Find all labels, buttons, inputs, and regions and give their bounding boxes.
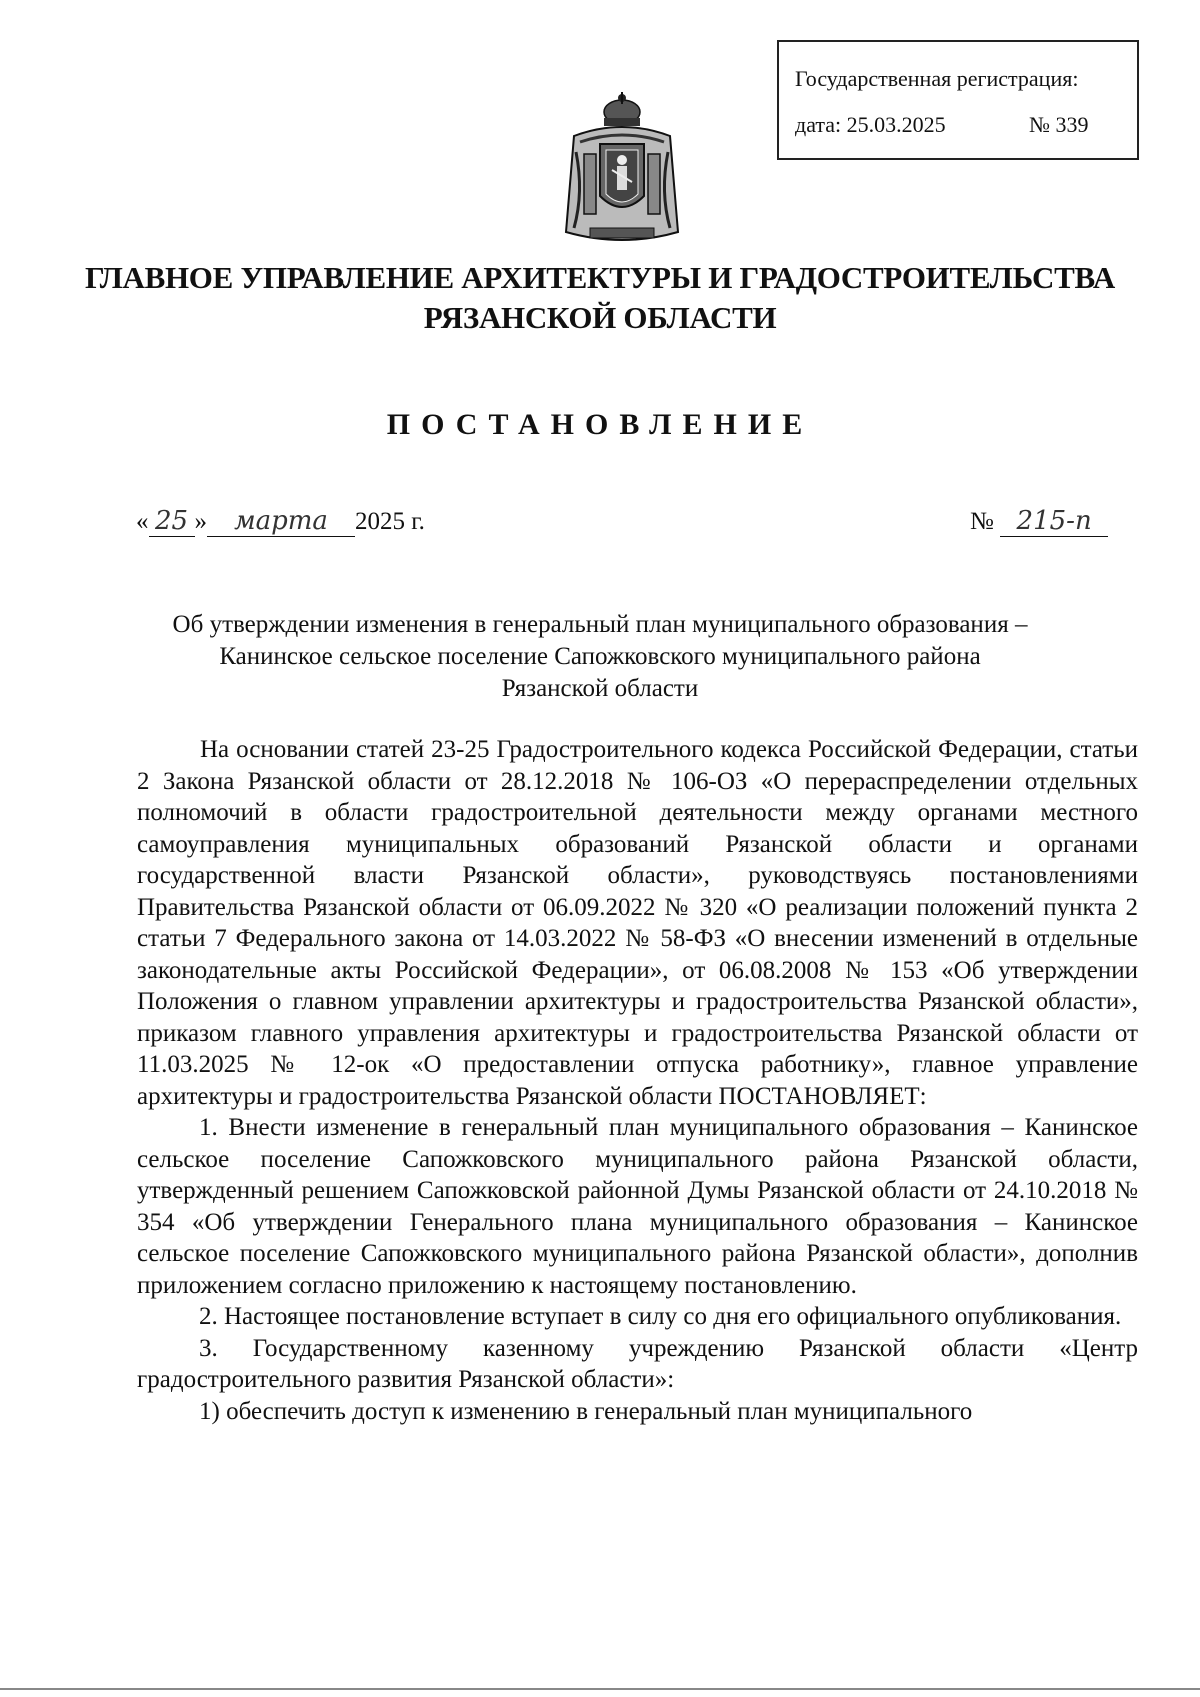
document-subject [0,609,1200,705]
registration-title: Государственная регистрация: [795,66,1079,91]
clause-3-subitem-1: 1) обеспечить доступ к изменению в генеральный план муниципального [199,1397,973,1425]
date-open-quote: « [136,508,149,535]
handwritten-day: 25 [149,506,195,537]
handwritten-number: 215-п [1000,506,1108,537]
subject-line3: Рязанской области [501,675,699,702]
clause-2: 2. Настоящее постановление вступает в силу со дня его официального опубликования. [199,1303,1122,1330]
number-prefix: № [970,508,994,535]
preamble-paragraph: На основании статей 23-25 Градостроительного кодекса Российской Федерации, статьи 2 Закона Рязанской области от 28.12.2018 № 106-ОЗ «О перераспределении отдельных полномочий в области градостроительной деятельности между органами местного самоуправления муниципальных образований Рязанской области и органами государственной власти Рязанской области», руководствуясь постановлениями Правительства Рязанской области от 06.09.2022 № 320 «О реализации положений пункта 2 статьи 7 Федерального закона от 14.03.2022 № 58-ФЗ «О внесении изменений в отдельные законодательные акты Российской Федерации», от 06.08.2008 № 153 «Об утверждении Положения о главном управлении архитектуры и градостроительства Рязанской области», приказом главного управления архитектуры и градостроительства Рязанской области от 11.03.2025 № 12-ок «О предоставлении отпуска работнику», главное управление архитектуры и градостроительства Рязанской области ПОСТАНОВЛЯЕТ: [137,736,1138,1110]
clause-3: 3. Государственному казенному учреждению Рязанской области «Центр градостроительного развития Рязанской области»: [137,1334,1138,1393]
document-body [137,734,1138,1427]
handwritten-month: марта [207,506,355,537]
organization-title-line1: ГЛАВНОЕ УПРАВЛЕНИЕ АРХИТЕКТУРЫ И ГРАДОСТРОИТЕЛЬСТВА [84,260,1115,295]
coat-of-arms-icon [560,92,684,252]
registration-stamp [777,40,1139,160]
organization-title [0,258,1200,338]
issue-date [136,506,425,537]
subject-line1: Об утверждении изменения в генеральный план муниципального образования – [172,611,1028,638]
issue-year: 2025 г. [355,508,425,535]
subject-line2: Канинское сельское поселение Сапожковского муниципального района [219,643,981,670]
issue-number [970,506,1108,537]
registration-number: № 339 [1029,112,1089,137]
clause-1: 1. Внести изменение в генеральный план муниципального образования – Канинское сельское поселение Сапожковского муниципального района Рязанской области, утвержденный решением Сапожковской районной Думы Рязанской области от 24.10.2018 № 354 «Об утверждении Генерального плана муниципального образования – Канинское сельское поселение Сапожковского муниципального района Рязанской области», дополнив приложением согласно приложению к настоящему постановлению. [137,1114,1138,1299]
date-close-quote: » [194,508,207,535]
page-bottom-divider [0,1688,1200,1690]
document-type-heading: ПОСТАНОВЛЕНИЕ [386,408,814,441]
organization-title-line2: РЯЗАНСКОЙ ОБЛАСТИ [423,300,777,335]
registration-date: дата: 25.03.2025 [795,112,946,137]
